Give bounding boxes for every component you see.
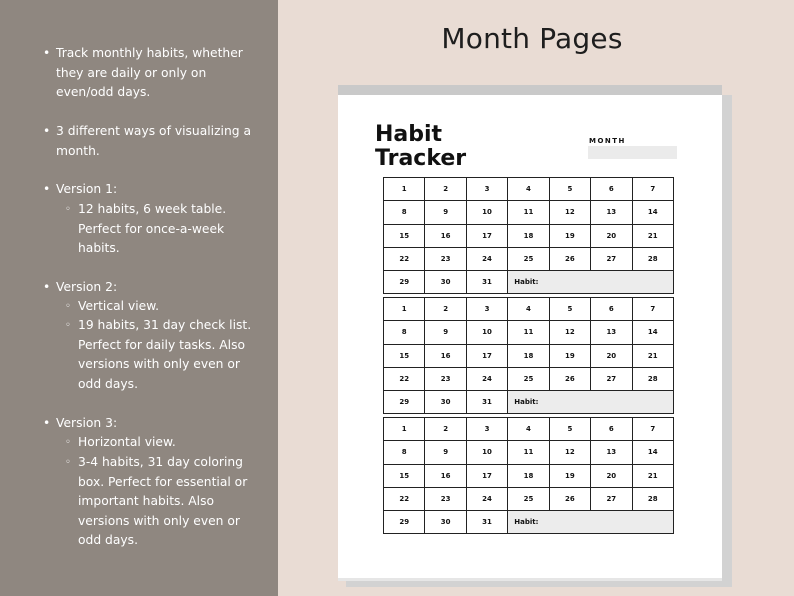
- habit-name-field[interactable]: Habit:: [508, 391, 674, 414]
- day-cell[interactable]: 15: [384, 464, 425, 487]
- day-cell[interactable]: 11: [508, 321, 549, 344]
- sub-bullet-text: habits.: [78, 241, 120, 255]
- page-top-bar: [338, 85, 722, 95]
- day-cell[interactable]: 25: [508, 487, 549, 510]
- grid-row: [384, 367, 674, 390]
- day-cell[interactable]: 26: [549, 367, 590, 390]
- sub-bullet-text: ◦ Horizontal view.: [78, 435, 176, 449]
- day-cell[interactable]: 23: [425, 247, 466, 270]
- grid-row: [384, 344, 674, 367]
- bullet-text: month.: [56, 143, 100, 158]
- bullet-version-2: [43, 278, 117, 298]
- day-cell[interactable]: 28: [632, 487, 673, 510]
- day-cell[interactable]: 4: [508, 298, 549, 321]
- day-cell[interactable]: 31: [466, 271, 507, 294]
- grid-row: [384, 511, 674, 534]
- day-cell[interactable]: 17: [466, 344, 507, 367]
- grid-row: [384, 201, 674, 224]
- day-cell[interactable]: 20: [591, 224, 632, 247]
- day-cell[interactable]: 16: [425, 464, 466, 487]
- grid-row: [384, 487, 674, 510]
- day-cell[interactable]: 21: [632, 344, 673, 367]
- day-cell[interactable]: 21: [632, 464, 673, 487]
- grid-row: [384, 441, 674, 464]
- day-cell[interactable]: 24: [466, 487, 507, 510]
- day-cell[interactable]: 18: [508, 464, 549, 487]
- day-cell[interactable]: 6: [591, 178, 632, 201]
- habit-name-field[interactable]: Habit:: [508, 271, 674, 294]
- day-cell[interactable]: 9: [425, 441, 466, 464]
- day-cell[interactable]: 30: [425, 391, 466, 414]
- day-cell[interactable]: 9: [425, 321, 466, 344]
- sub-bullet-version-3a: [65, 433, 176, 453]
- day-cell[interactable]: 8: [384, 441, 425, 464]
- bullet-text: even/odd days.: [56, 85, 151, 99]
- day-cell[interactable]: 27: [591, 487, 632, 510]
- grid-row: [384, 178, 674, 201]
- day-cell[interactable]: 15: [384, 344, 425, 367]
- day-cell[interactable]: 7: [632, 298, 673, 321]
- grid-row: [384, 271, 674, 294]
- day-cell[interactable]: 16: [425, 224, 466, 247]
- bullet-version-3: [43, 414, 117, 434]
- habit-grid: [383, 297, 674, 414]
- description-panel: [0, 0, 278, 596]
- day-cell[interactable]: 1: [384, 178, 425, 201]
- day-cell[interactable]: 28: [632, 247, 673, 270]
- day-cell[interactable]: 1: [384, 418, 425, 441]
- grid-row: [384, 298, 674, 321]
- bullet-text: • Track monthly habits, whether: [56, 46, 243, 60]
- habit-name-field[interactable]: Habit:: [508, 511, 674, 534]
- day-cell[interactable]: 18: [508, 344, 549, 367]
- habit-grid: [383, 177, 674, 294]
- day-cell[interactable]: 19: [549, 224, 590, 247]
- day-cell[interactable]: 2: [425, 418, 466, 441]
- tracker-title: [375, 123, 466, 171]
- day-cell[interactable]: 12: [549, 321, 590, 344]
- day-cell[interactable]: 13: [591, 321, 632, 344]
- day-cell[interactable]: 5: [549, 418, 590, 441]
- day-cell[interactable]: 11: [508, 441, 549, 464]
- day-cell[interactable]: 9: [425, 201, 466, 224]
- bullet-text: • 3 different ways of visualizing a: [56, 124, 251, 138]
- day-cell[interactable]: 18: [508, 224, 549, 247]
- page-title: Month Pages: [441, 22, 623, 55]
- day-cell[interactable]: 24: [466, 367, 507, 390]
- day-cell[interactable]: 29: [384, 511, 425, 534]
- day-cell[interactable]: 14: [632, 321, 673, 344]
- day-cell[interactable]: 3: [466, 178, 507, 201]
- day-cell[interactable]: 3: [466, 418, 507, 441]
- bullet-version-1: [43, 180, 117, 200]
- version-heading: • Version 3:: [56, 416, 118, 430]
- day-cell[interactable]: 29: [384, 271, 425, 294]
- day-cell[interactable]: 5: [549, 178, 590, 201]
- tracker-title-line: Habit: [375, 122, 443, 147]
- bullet-track-monthly: [43, 44, 243, 103]
- sub-bullet-text: box. Perfect for essential or: [78, 474, 248, 489]
- grid-row: [384, 247, 674, 270]
- day-cell[interactable]: 17: [466, 224, 507, 247]
- bullet-text: they are daily or only on: [56, 65, 207, 80]
- sub-bullet-text: ◦ 3-4 habits, 31 day coloring: [78, 455, 243, 469]
- grid-row: [384, 224, 674, 247]
- day-cell[interactable]: 24: [466, 247, 507, 270]
- day-cell[interactable]: 5: [549, 298, 590, 321]
- day-cell[interactable]: 30: [425, 511, 466, 534]
- day-cell[interactable]: 26: [549, 247, 590, 270]
- day-cell[interactable]: 4: [508, 178, 549, 201]
- sub-bullet-text: versions with only even or: [78, 357, 240, 371]
- day-cell[interactable]: 6: [591, 418, 632, 441]
- sub-bullet-text: Perfect for daily tasks. Also: [78, 337, 246, 352]
- day-cell[interactable]: 28: [632, 367, 673, 390]
- day-cell[interactable]: 8: [384, 201, 425, 224]
- day-cell[interactable]: 19: [549, 464, 590, 487]
- day-cell[interactable]: 22: [384, 247, 425, 270]
- day-cell[interactable]: 26: [549, 487, 590, 510]
- sub-bullet-version-2a: [65, 297, 159, 317]
- day-cell[interactable]: 4: [508, 418, 549, 441]
- day-cell[interactable]: 23: [425, 487, 466, 510]
- day-cell[interactable]: 17: [466, 464, 507, 487]
- day-cell[interactable]: 14: [632, 441, 673, 464]
- day-cell[interactable]: 11: [508, 201, 549, 224]
- sub-bullet-version-2b: [65, 316, 251, 394]
- day-cell[interactable]: 31: [466, 391, 507, 414]
- day-cell[interactable]: 3: [466, 298, 507, 321]
- day-cell[interactable]: 25: [508, 247, 549, 270]
- day-cell[interactable]: 10: [466, 321, 507, 344]
- day-cell[interactable]: 10: [466, 441, 507, 464]
- day-cell[interactable]: 15: [384, 224, 425, 247]
- sub-bullet-text: ◦ 12 habits, 6 week table.: [78, 202, 227, 216]
- day-cell[interactable]: 1: [384, 298, 425, 321]
- tracker-title-line: Tracker: [375, 146, 467, 171]
- day-cell[interactable]: 2: [425, 298, 466, 321]
- day-cell[interactable]: 7: [632, 178, 673, 201]
- day-cell[interactable]: 31: [466, 511, 507, 534]
- grid-row: [384, 321, 674, 344]
- grid-row: [384, 391, 674, 414]
- day-cell[interactable]: 7: [632, 418, 673, 441]
- sub-bullet-version-3b: [65, 453, 247, 551]
- day-cell[interactable]: 29: [384, 391, 425, 414]
- day-cell[interactable]: 6: [591, 298, 632, 321]
- grid-row: [384, 464, 674, 487]
- day-cell[interactable]: 16: [425, 344, 466, 367]
- grid-row: [384, 418, 674, 441]
- day-cell[interactable]: 13: [591, 201, 632, 224]
- day-cell[interactable]: 2: [425, 178, 466, 201]
- day-cell[interactable]: 27: [591, 367, 632, 390]
- month-field[interactable]: [588, 146, 677, 159]
- day-cell[interactable]: 21: [632, 224, 673, 247]
- day-cell[interactable]: 30: [425, 271, 466, 294]
- day-cell[interactable]: 20: [591, 344, 632, 367]
- day-cell[interactable]: 20: [591, 464, 632, 487]
- habit-tracker-page: [338, 85, 722, 578]
- sub-bullet-text: Perfect for once-a-week: [78, 221, 225, 236]
- day-cell[interactable]: 8: [384, 321, 425, 344]
- day-cell[interactable]: 27: [591, 247, 632, 270]
- version-heading: • Version 2:: [56, 280, 118, 294]
- sub-bullet-text: odd days.: [78, 376, 138, 391]
- day-cell[interactable]: 22: [384, 487, 425, 510]
- sub-bullet-version-1: [65, 200, 226, 259]
- day-cell[interactable]: 25: [508, 367, 549, 390]
- day-cell[interactable]: 12: [549, 201, 590, 224]
- sub-bullet-text: ◦ 19 habits, 31 day check list.: [78, 318, 252, 332]
- day-cell[interactable]: 14: [632, 201, 673, 224]
- day-cell[interactable]: 22: [384, 367, 425, 390]
- day-cell[interactable]: 19: [549, 344, 590, 367]
- day-cell[interactable]: 13: [591, 441, 632, 464]
- habit-grid: [383, 417, 674, 534]
- day-cell[interactable]: 12: [549, 441, 590, 464]
- sub-bullet-text: odd days.: [78, 533, 138, 547]
- day-cell[interactable]: 10: [466, 201, 507, 224]
- month-label: MONTH: [589, 137, 626, 145]
- version-heading: • Version 1:: [56, 182, 118, 196]
- bullet-three-ways: [43, 122, 251, 161]
- day-cell[interactable]: 23: [425, 367, 466, 390]
- sub-bullet-text: ◦ Vertical view.: [78, 299, 160, 313]
- sub-bullet-text: important habits. Also: [78, 494, 215, 508]
- sub-bullet-text: versions with only even or: [78, 513, 240, 528]
